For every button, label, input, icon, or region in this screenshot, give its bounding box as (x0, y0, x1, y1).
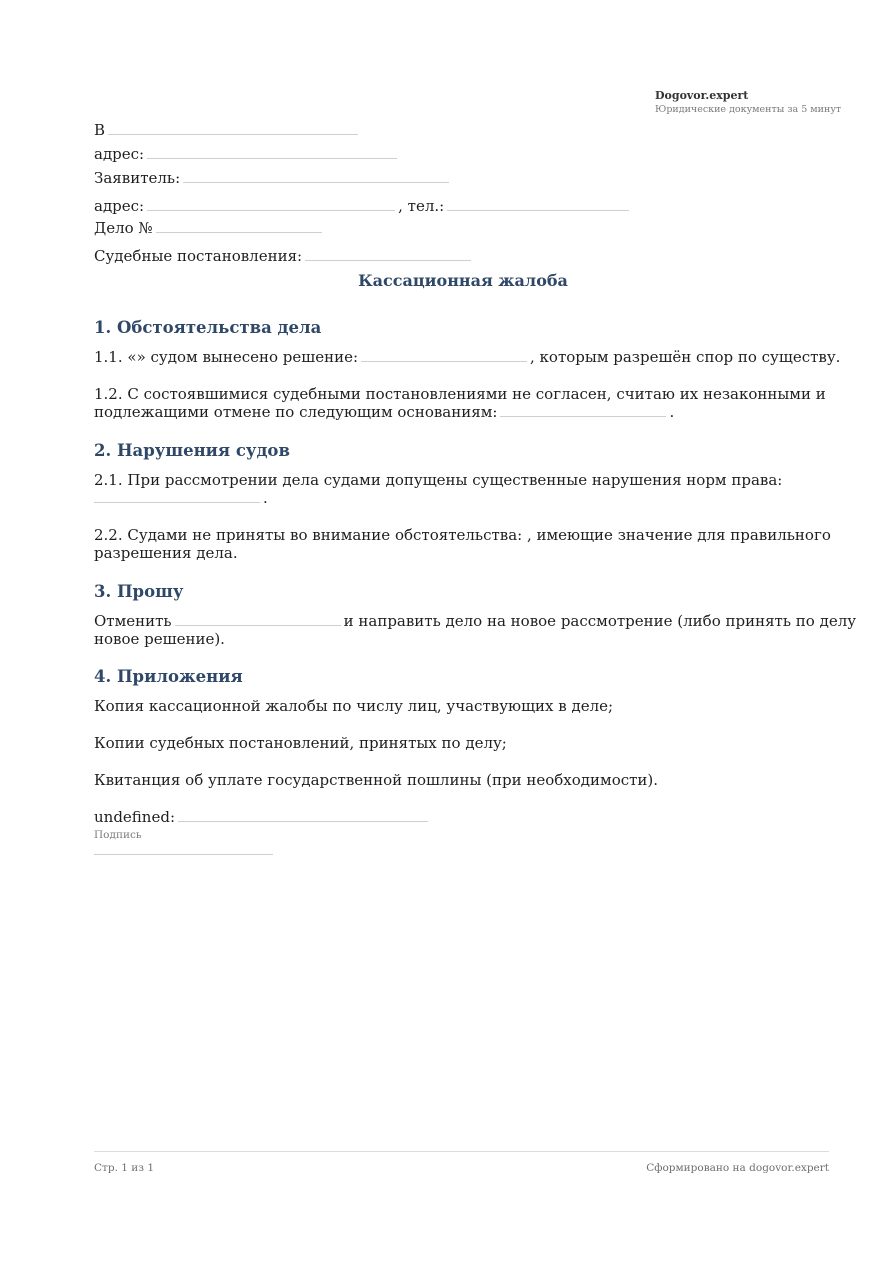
s2-p1-after: . (263, 489, 268, 507)
s1-p2-text: 1.2. С состоявшимися судебными постановлениями не согласен, считаю их незаконными и подлежащими отмене по следующим основаниям: (94, 385, 826, 421)
rulings-label: Судебные постановления: (94, 247, 303, 265)
field-rulings (94, 247, 474, 265)
section-2-paragraph-2: 2.2. Судами не приняты во внимание обстоятельства: , имеющие значение для правильного разрешения дела. (94, 526, 831, 562)
section-4-heading: 4. Приложения (94, 667, 243, 686)
attachment-item-3: Квитанция об уплате государственной пошлины (при необходимости). (94, 771, 659, 789)
case-number-label: Дело № (94, 219, 153, 237)
address-1-label: адрес: (94, 145, 145, 163)
brand-block (655, 89, 841, 117)
brand-tagline: Юридические документы за 5 минут (655, 104, 842, 115)
section-1-paragraph-2 (94, 385, 884, 421)
case-number-blank (156, 220, 322, 233)
document-title: Кассационная жалоба (358, 271, 568, 290)
section-1-heading: 1. Обстоятельства дела (94, 318, 322, 337)
applicant-blank (183, 170, 449, 183)
field-address-2 (94, 197, 632, 215)
applicant-label: Заявитель: (94, 169, 181, 187)
field-signature (94, 808, 431, 826)
recipient-blank (108, 122, 358, 135)
phone-label: , тел.: (398, 197, 445, 215)
violations-blank (94, 490, 260, 503)
grounds-blank (500, 404, 666, 417)
decision-blank (361, 349, 527, 362)
section-1-paragraph-1 (94, 348, 884, 366)
address-2-blank (147, 198, 395, 211)
section-2-heading: 2. Нарушения судов (94, 441, 290, 460)
address-2-label: адрес: (94, 197, 145, 215)
recipient-label: В (94, 121, 106, 139)
signature-blank (178, 809, 428, 822)
attachment-item-2: Копии судебных постановлений, принятых по делу; (94, 734, 507, 752)
footer-page-info: Стр. 1 из 1 (94, 1162, 155, 1174)
field-recipient (94, 121, 361, 139)
brand-name: Dogovor.expert (655, 89, 749, 102)
s3-p-after: и направить дело на новое рассмотрение (либо принять по делу новое решение). (94, 612, 857, 648)
rulings-blank (305, 248, 471, 261)
footer-divider (94, 1151, 829, 1152)
section-3-heading: 3. Прошу (94, 582, 184, 601)
s1-p1-after: , которым разрешён спор по существу. (530, 348, 841, 366)
s3-p-before: Отменить (94, 612, 172, 630)
field-address-1 (94, 145, 400, 163)
field-case-number (94, 219, 325, 237)
attachment-item-1: Копия кассационной жалобы по числу лиц, участвующих в деле; (94, 697, 614, 715)
signature-line (94, 854, 273, 855)
s2-p1-text: 2.1. При рассмотрении дела судами допущены существенные нарушения норм права: (94, 471, 783, 489)
section-2-paragraph-1 (94, 471, 884, 507)
field-applicant (94, 169, 452, 187)
cancel-ruling-blank (175, 613, 341, 626)
section-3-paragraph (94, 612, 884, 648)
s1-p2-after: . (669, 403, 675, 421)
footer-generated: Сформировано на dogovor.expert (646, 1162, 829, 1174)
phone-blank (447, 198, 629, 211)
signature-caption: Подпись (94, 829, 142, 841)
signature-field-label: undefined: (94, 808, 175, 826)
address-1-blank (147, 146, 397, 159)
s1-p1-before: 1.1. «» судом вынесено решение: (94, 348, 359, 366)
